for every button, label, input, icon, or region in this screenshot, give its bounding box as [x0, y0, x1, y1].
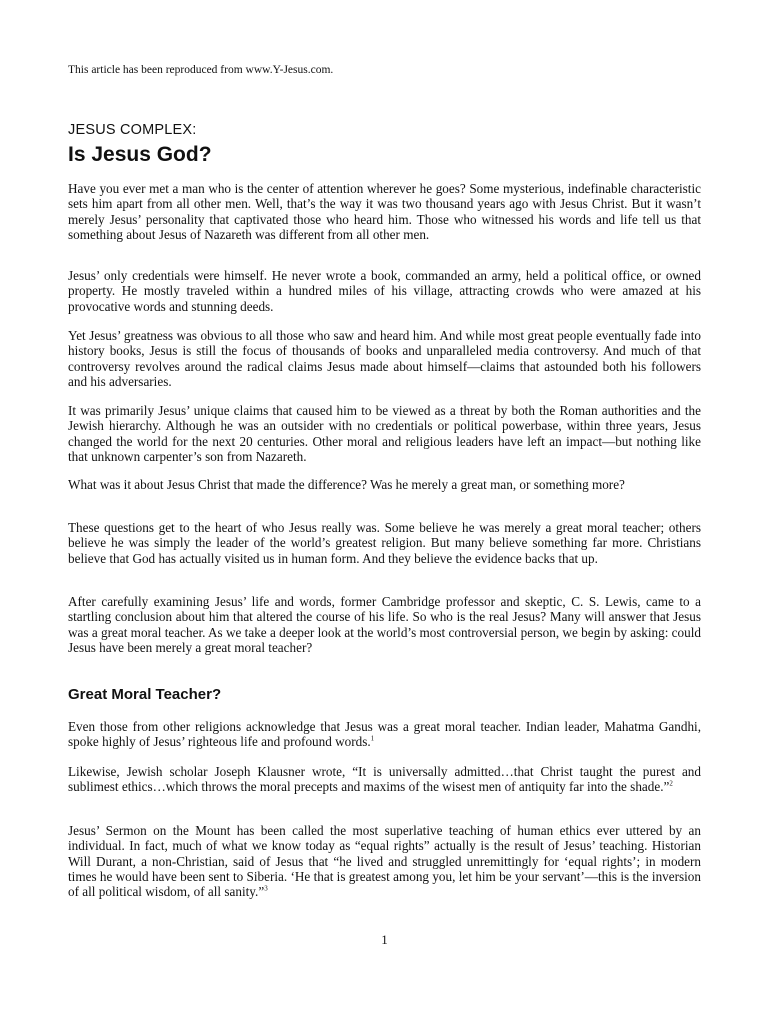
paragraph-1: Have you ever met a man who is the center of attention wherever he goes? Some mysterious, indefinable characteristic sets him apart from all other men. Well, that’s the way it was two thousand years ago with Jesus Christ. But it wasn’t merely Jesus’ personality that captivated those who heard him. Those who witnessed his words and life tell us that something about Jesus of Nazareth was different from all other men.: [68, 181, 701, 242]
section-paragraph-2-text: Likewise, Jewish scholar Joseph Klausner wrote, “It is universally admitted…that Christ taught the purest and sublimest ethics…which throws the moral precepts and maxims of the wisest men of antiquity far into the shade.”: [68, 764, 701, 795]
article-title: Is Jesus God?: [68, 143, 212, 166]
article-kicker: JESUS COMPLEX:: [68, 122, 197, 138]
section-heading: Great Moral Teacher?: [68, 686, 222, 703]
paragraph-6: These questions get to the heart of who Jesus really was. Some believe he was merely a great moral teacher; others believe he was simply the leader of the world’s greatest religion. But many believe something far more. Christians believe that God has actually visited us in human form. And they believe the evidence backs that up.: [68, 520, 701, 566]
section-paragraph-1: [68, 719, 701, 750]
footnote-ref-1[interactable]: 1: [370, 734, 375, 743]
paragraph-7: After carefully examining Jesus’ life and words, former Cambridge professor and skeptic, C. S. Lewis, came to a startling conclusion about him that altered the course of his life. So who is the real Jesus? Many will answer that Jesus was a great moral teacher. As we take a deeper look at the world’s most controversial person, we begin by asking: could Jesus have been merely a great moral teacher?: [68, 594, 701, 655]
source-note: This article has been reproduced from www.Y-Jesus.com.: [68, 64, 334, 76]
footnote-ref-3[interactable]: 3: [264, 884, 268, 893]
section-paragraph-1-text: Even those from other religions acknowledge that Jesus was a great moral teacher. Indian leader, Mahatma Gandhi, spoke highly of Jesus’ righteous life and profound words.: [68, 719, 701, 750]
section-paragraph-2: [68, 764, 701, 795]
paragraph-3: Yet Jesus’ greatness was obvious to all those who saw and heard him. And while most great people eventually fade into history books, Jesus is still the focus of thousands of books and unparalleled media controversy. And much of that controversy revolves around the radical claims Jesus made about himself—claims that astounded both his followers and his adversaries.: [68, 328, 701, 389]
section-paragraph-3-text: Jesus’ Sermon on the Mount has been called the most superlative teaching of human ethics ever uttered by an individual. In fact, much of what we know today as “equal rights” actually is the result of Jesus’ teaching. Historian Will Durant, a non-Christian, said of Jesus that “he lived and struggled unremittingly for ‘equal rights’; in modern times he would have been sent to Siberia. ‘He that is greatest among you, let him be your servant’—this is the inversion of all political wisdom, of all sanity.”: [68, 823, 701, 900]
section-paragraph-3: [68, 823, 701, 899]
footnote-ref-2[interactable]: 2: [669, 779, 673, 788]
paragraph-2: Jesus’ only credentials were himself. He never wrote a book, commanded an army, held a political office, or owned property. He mostly traveled within a hundred miles of his village, attracting crowds who were amazed at his provocative words and stunning deeds.: [68, 268, 701, 314]
paragraph-4: It was primarily Jesus’ unique claims that caused him to be viewed as a threat by both the Roman authorities and the Jewish hierarchy. Although he was an outsider with no credentials or political powerbase, within three years, Jesus changed the world for the next 20 centuries. Other moral and religious leaders have left an impact—but nothing like that unknown carpenter’s son from Nazareth.: [68, 403, 701, 464]
paragraph-5: What was it about Jesus Christ that made the difference? Was he merely a great man, or something more?: [68, 477, 625, 492]
page-number: 1: [381, 932, 388, 947]
